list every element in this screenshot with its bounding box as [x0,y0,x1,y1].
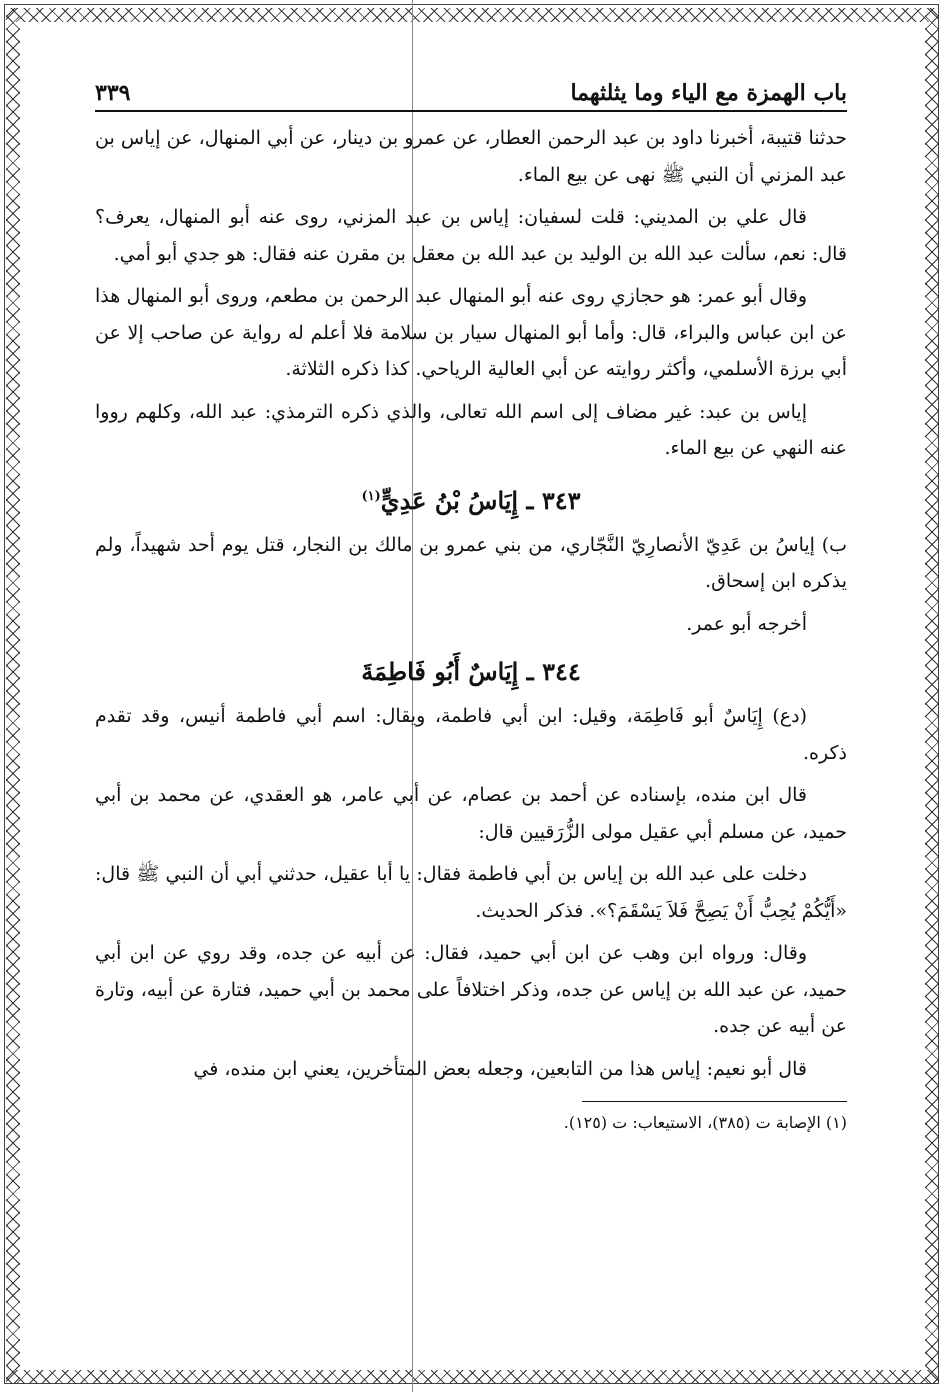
entry-heading-343 [95,479,847,519]
paragraph: وقال أبو عمر: هو حجازي روى عنه أبو المنهال عبد الرحمن بن مطعم، وروى أبو المنهال هذا عن ابن عباس والبراء، قال: وأما أبو المنهال سيار بن سلامة فلا أعلم له رواية عن صاحب إلا عن أبي برزة الأسلمي، وأكثر روايته عن أبي العالية الرياحي. كذا ذكره الثلاثة. [95,285,847,380]
border-ornament-right [925,8,939,1384]
header-title: باب الهمزة مع الياء وما يثلثهما [570,80,847,106]
paragraph: ب) إياسُ بن عَدِيّ الأنصارِيّ النَّجّاري، من بني عمرو بن مالك بن النجار، قتل يوم أحد شهيداً، ولم يذكره ابن إسحاق. [95,533,847,592]
paragraph: حدثنا قتيبة، أخبرنا داود بن عبد الرحمن العطار، عن عمرو بن دينار، عن أبي المنهال، عن إياس بن عبد المزني أن النبي ﷺ نهى عن بيع الماء. [95,127,847,186]
page-number: ٣٣٩ [95,80,131,106]
paragraph: قال ابن منده، بإسناده عن أحمد بن عصام، عن أبي عامر، هو العقدي، عن محمد بن أبي حميد، عن مسلم أبي عقيل مولى الزُّرَقيين قال: [95,784,847,843]
paragraph: إياس بن عبد: غير مضاف إلى اسم الله تعالى، والذي ذكره الترمذي: عبد الله، وكلهم رووا عنه النهي عن بيع الماء. [95,400,847,459]
footnote-separator [582,1101,847,1102]
paragraph: دخلت على عبد الله بن إياس بن أبي فاطمة فقال: يا أبا عقيل، حدثني أبي أن النبي ﷺ قال: «أَيُّكُمْ يُحِبُّ أَنْ يَصِحَّ فَلاَ يَسْقَمَ؟». فذكر الحديث. [95,863,847,922]
running-header [95,80,847,112]
footnote-reference: (١) [361,488,381,504]
entry-heading-text: ٣٤٣ ـ إِيَاسُ بْنُ عَدِيٍّ [380,485,581,515]
paragraph: قال علي بن المديني: قلت لسفيان: إياس بن عبد المزني، روى عنه أبو المنهال، يعرف؟ قال: نعم، سألت عبد الله بن الوليد بن عبد الله بن معقل بن مقرن عنه فقال: هو جدي أبو أمي. [95,206,847,265]
entry-heading-344: ٣٤٤ ـ إِيَاسٌ أَبُو فَاطِمَةَ [361,657,581,686]
border-ornament-left [6,8,20,1384]
border-ornament-top [6,8,939,22]
paragraph: قال أبو نعيم: إياس هذا من التابعين، وجعله بعض المتأخرين، يعني ابن منده، في [193,1057,807,1080]
paragraph: وقال: ورواه ابن وهب عن ابن أبي حميد، فقال: عن أبيه عن جده، وقد روي عن ابن أبي حميد، عن عبد الله بن إياس عن جده، وذكر اختلافاً على محمد بن أبي حميد، فتارة عن أبيه، وتارة عن أبيه عن جده. [95,942,847,1037]
page-body [95,80,847,1136]
paragraph: (دع) إِيَاسٌ أبو فَاطِمَة، وقيل: ابن أبي فاطمة، ويقال: اسم أبي فاطمة أنيس، وقد تقدم ذكره. [95,705,847,764]
border-ornament-bottom [6,1370,939,1384]
paragraph: أخرجه أبو عمر. [686,612,807,635]
footnote: (١) الإصابة ت (٣٨٥)، الاستيعاب: ت (١٢٥). [563,1113,847,1132]
